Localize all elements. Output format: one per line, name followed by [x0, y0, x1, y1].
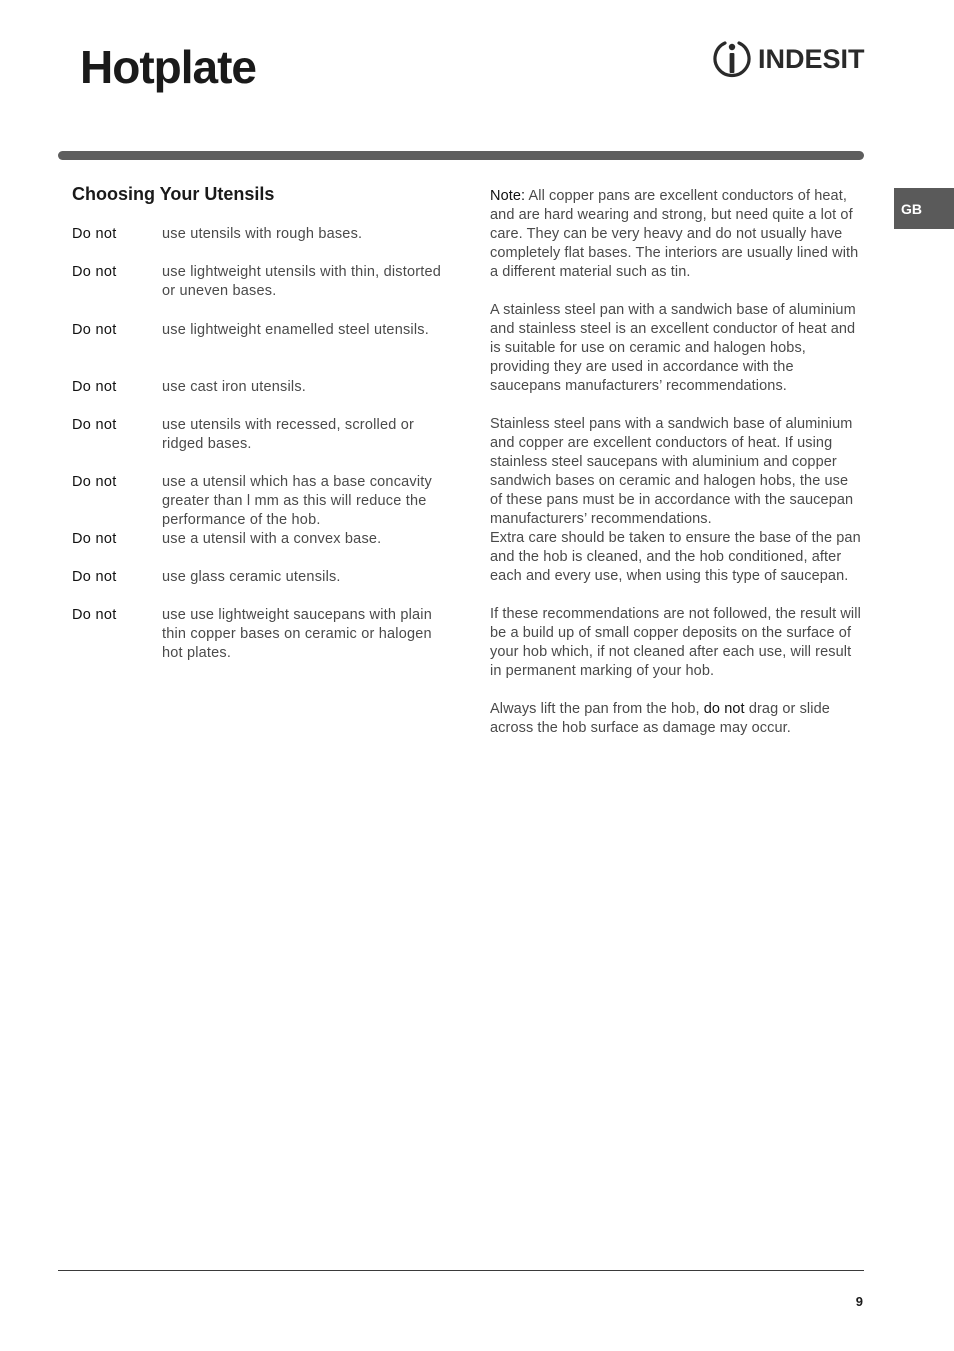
rule-keyword: Do not — [72, 264, 117, 280]
paragraph — [490, 700, 864, 738]
rule-keyword: Do not — [72, 531, 117, 547]
copper-pans-info — [490, 187, 864, 757]
rule-text: use lightweight enamelled steel utensils. — [162, 322, 429, 338]
rule-keyword: Do not — [72, 417, 117, 433]
rule-keyword: Do not — [72, 569, 117, 585]
rule-text: use utensils with recessed, scrolled or ridged bases. — [162, 417, 414, 452]
rule-text: use lightweight utensils with thin, distorted or uneven bases. — [162, 264, 442, 299]
rule-text: use cast iron utensils. — [162, 379, 307, 395]
paragraph: A stainless steel pan with a sandwich base of aluminium and stainless steel is an excellent conductor of heat and is suitable for use on ceramic and halogen hobs, providing they are used in accordance with the saucepans manufacturers’ recommendations. — [490, 302, 856, 394]
brand-name: INDESIT — [758, 43, 865, 74]
rule-keyword: Do not — [72, 322, 117, 338]
rule-keyword: Do not — [72, 379, 117, 395]
rule-text: use a utensil with a convex base. — [162, 531, 382, 547]
info-i-logo-icon — [712, 38, 752, 80]
page-number: 9 — [855, 1294, 863, 1309]
page-title: Hotplate — [80, 41, 256, 93]
do-not-emphasis: do not — [703, 701, 745, 717]
section-heading: Choosing Your Utensils — [72, 184, 275, 204]
rule-keyword: Do not — [72, 474, 117, 490]
paragraph-text: drag or slide across the hob surface as damage may occur. — [490, 701, 830, 736]
rule-text: use utensils with rough bases. — [162, 226, 363, 242]
rule-text: use use lightweight saucepans with plain thin copper bases on ceramic or halogen hot plates. — [162, 607, 432, 661]
paragraph: Extra care should be taken to ensure the base of the pan and the hob is cleaned, and the hob conditioned, after each and every use, when using this type of saucepan. — [490, 530, 861, 584]
paragraph: If these recommendations are not followed, the result will be a build up of small copper deposits on the surface of your hob which, if not cleaned after each use, will result in permanent marking of your hob. — [490, 606, 861, 679]
note-text: All copper pans are excellent conductors of heat, and are hard wearing and strong, but need quite a lot of care. They can be very heavy and do not usually have completely flat bases. The interiors are usually lined with a different material such as tin. — [490, 188, 859, 280]
language-tab: GB — [894, 188, 954, 229]
note-paragraph — [490, 187, 864, 282]
rule-keyword: Do not — [72, 226, 117, 242]
rule-keyword: Do not — [72, 607, 117, 623]
paragraph-text: Always lift the pan from the hob, — [490, 701, 704, 717]
rule-text: use a utensil which has a base concavity greater than l mm as this will reduce the performance of the hob. — [162, 474, 432, 528]
footer-rule — [58, 1270, 864, 1271]
paragraph: Stainless steel pans with a sandwich base of aluminium and copper are excellent conductors of heat. If using stainless steel saucepans with aluminium and copper sandwich bases on ceramic and halogen hobs, the use of these pans must be in accordance with the saucepan manufacturers’ recommendations. — [490, 416, 854, 527]
rule-text: use glass ceramic utensils. — [162, 569, 341, 585]
note-label: Note: — [490, 188, 526, 204]
brand-logo — [712, 38, 865, 80]
header-rule — [58, 151, 864, 160]
